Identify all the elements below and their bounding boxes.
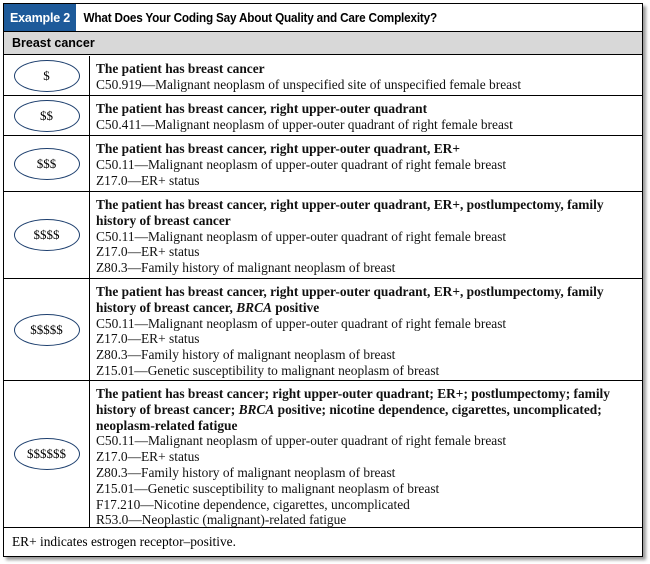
code-line: C50.919—Malignant neoplasm of unspecified site of unspecified female breast (96, 76, 522, 92)
row-title: The patient has breast cancer; right upper-outer quadrant; ER+; postlumpectomy; family history of breast cancer; BRCA positive; nicotine dependence, cigarettes, uncomplicated; neoplasm-related fatigue (96, 386, 610, 433)
cost-cell (4, 192, 90, 278)
table-row (4, 279, 642, 381)
table-row (4, 136, 642, 192)
cost-oval: $$$$ (14, 219, 80, 251)
cost-cell (4, 381, 90, 527)
cost-cell (4, 279, 90, 380)
row-content (96, 197, 636, 276)
code-line: Z80.3—Family history of malignant neoplasm of breast (96, 464, 396, 480)
code-line: R53.0—Neoplastic (malignant)-related fatigue (96, 512, 347, 528)
cost-cell (4, 56, 90, 95)
code-line: Z15.01—Genetic susceptibility to malignant neoplasm of breast (96, 480, 440, 496)
cost-cell (4, 96, 90, 135)
code-line: C50.11—Malignant neoplasm of upper-outer quadrant of right female breast (96, 156, 507, 172)
cost-oval: $$$$$ (14, 314, 80, 346)
row-title: The patient has breast cancer, right upper-outer quadrant, ER+ (96, 141, 460, 156)
table-row (4, 192, 642, 279)
code-line: C50.11—Malignant neoplasm of upper-outer quadrant of right female breast (96, 433, 507, 449)
footnote: ER+ indicates estrogen receptor–positive. (12, 534, 236, 549)
cost-oval: $$$$$$ (14, 438, 80, 470)
row-content (96, 284, 636, 379)
row-title: The patient has breast cancer, right upper-outer quadrant (96, 101, 428, 116)
code-line: C50.11—Malignant neoplasm of upper-outer quadrant of right female breast (96, 315, 507, 331)
code-line: Z17.0—ER+ status (96, 331, 200, 347)
code-line: Z17.0—ER+ status (96, 172, 200, 188)
code-line: C50.411—Malignant neoplasm of upper-outer quadrant of right female breast (96, 116, 513, 132)
example-tag: Example 2 (4, 4, 76, 31)
table-row (4, 56, 642, 96)
code-line: Z80.3—Family history of malignant neoplasm of breast (96, 260, 396, 276)
row-title: The patient has breast cancer, right upper-outer quadrant, ER+, postlumpectomy, family history of breast cancer, BRCA positive (96, 284, 604, 315)
code-line: Z15.01—Genetic susceptibility to malignant neoplasm of breast (96, 362, 440, 378)
row-content (96, 141, 636, 188)
code-line: C50.11—Malignant neoplasm of upper-outer quadrant of right female breast (96, 228, 507, 244)
section-heading: Breast cancer (4, 32, 642, 55)
table-header (4, 4, 642, 32)
row-title: The patient has breast cancer, right upper-outer quadrant, ER+, postlumpectomy, family history of breast cancer (96, 197, 604, 228)
table-title: What Does Your Coding Say About Quality and Care Complexity? (83, 10, 438, 25)
row-title: The patient has breast cancer (96, 61, 265, 76)
code-line: F17.210—Nicotine dependence, cigarettes, uncomplicated (96, 496, 410, 512)
row-content (96, 61, 636, 93)
row-content (96, 386, 636, 528)
example-table (3, 3, 643, 557)
table-row (4, 381, 642, 528)
cost-cell (4, 136, 90, 191)
code-line: Z80.3—Family history of malignant neoplasm of breast (96, 347, 396, 363)
cost-oval: $ (14, 60, 80, 92)
cost-oval: $$$ (14, 148, 80, 180)
code-line: Z17.0—ER+ status (96, 449, 200, 465)
code-line: Z17.0—ER+ status (96, 244, 200, 260)
cost-oval: $$ (14, 100, 80, 132)
table-row (4, 96, 642, 136)
row-content (96, 101, 636, 133)
